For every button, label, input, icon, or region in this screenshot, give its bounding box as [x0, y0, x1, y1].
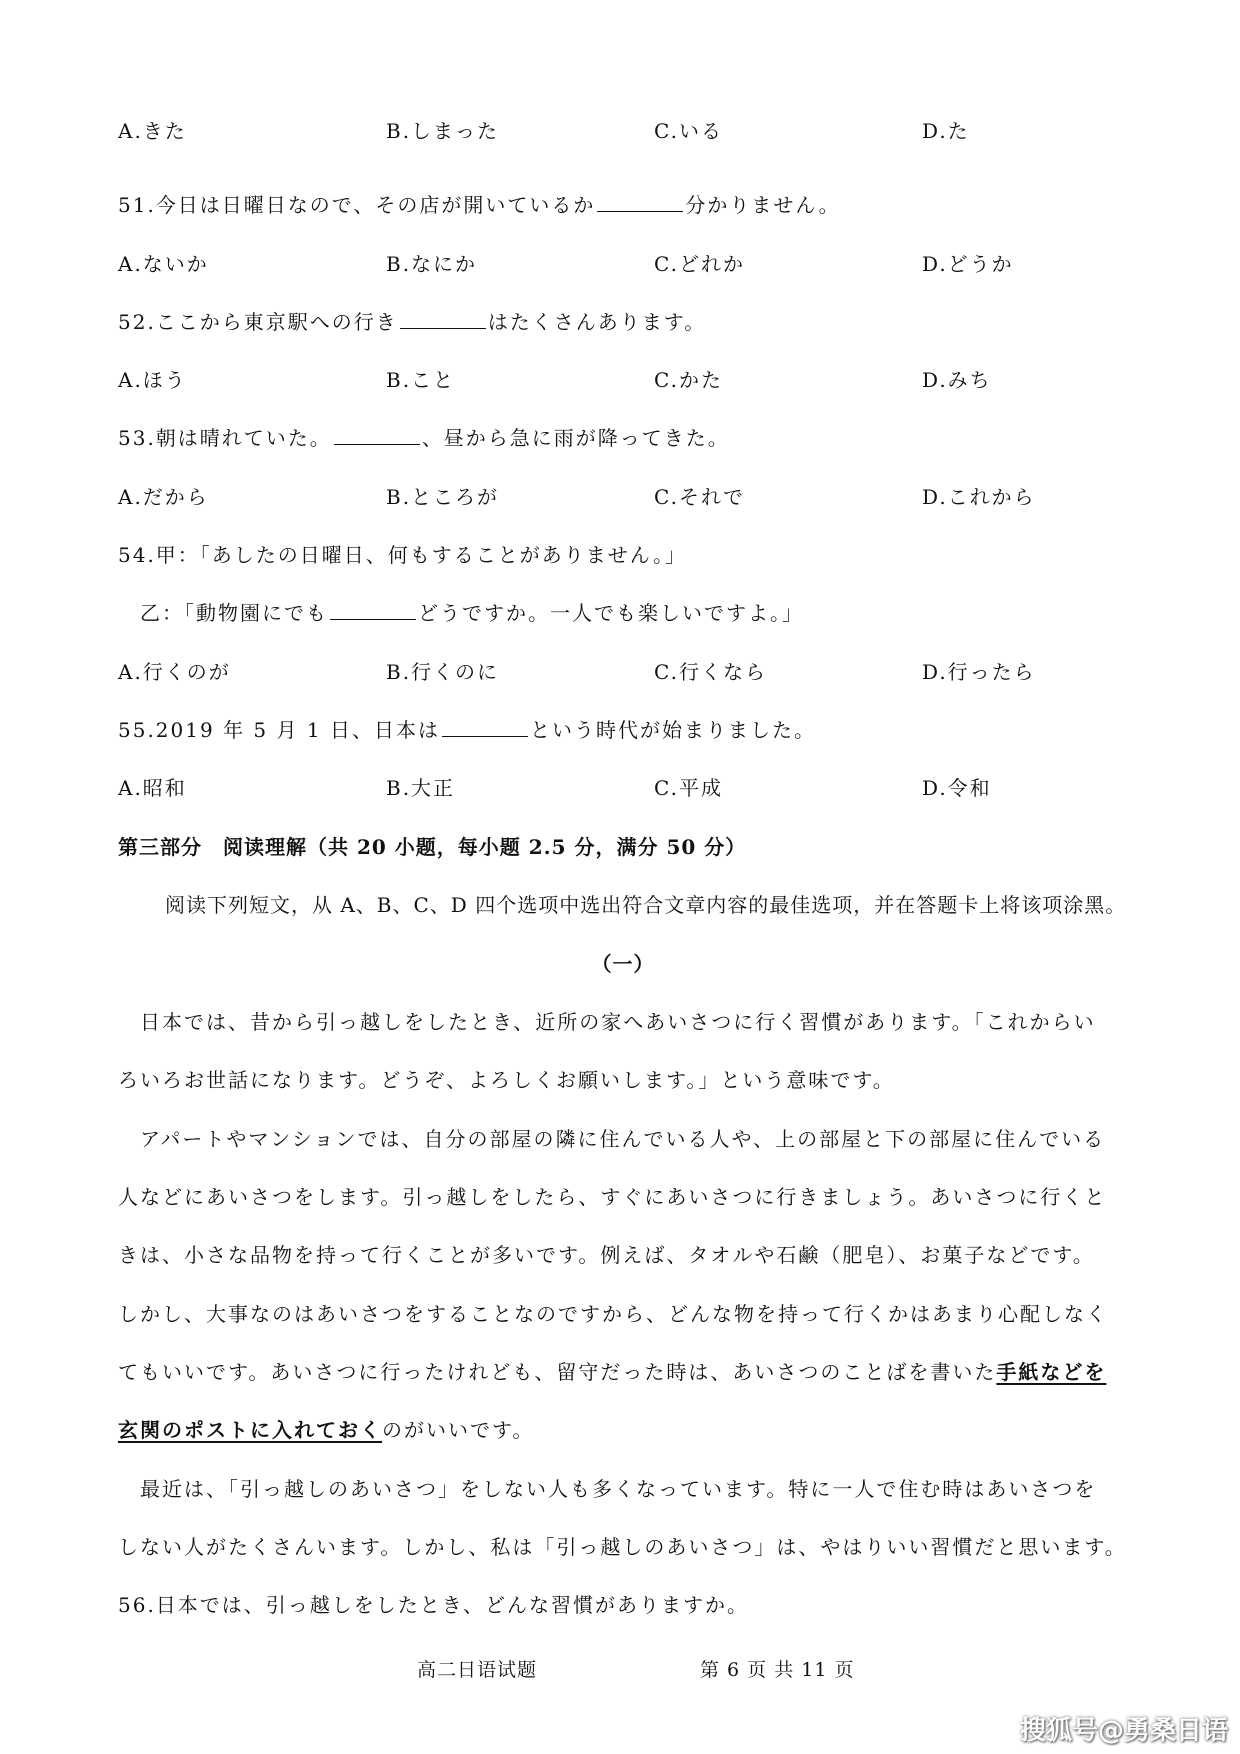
q53-option-d: D.これから [922, 485, 1036, 509]
q56-question: 56.日本では、引っ越しをしたとき、どんな習慣がありますか。 [118, 1593, 750, 1617]
passage-p2-line5-text: てもいいです。あいさつに行ったけれども、留守だった時は、あいさつのことばを書いた [118, 1360, 997, 1384]
q52-text-after: はたくさんあります。 [487, 310, 707, 334]
footer-page-number: 第 6 页 共 11 页 [700, 1659, 855, 1681]
q51-text-after: 分かりません。 [685, 193, 841, 217]
q52-text-before: 52.ここから東京駅への行き [118, 310, 398, 334]
q54-option-d: D.行ったら [922, 660, 1036, 684]
q50-option-b: B.しまった [386, 119, 500, 143]
q51-option-a: A.ないか [118, 252, 209, 276]
underlined-phrase-part2: 玄関のポストに入れておく [118, 1418, 382, 1442]
q50-option-a: A.きた [118, 119, 187, 143]
q53-options [118, 482, 1128, 512]
q55-option-d: D.令和 [922, 776, 992, 800]
q55-options [118, 773, 1128, 803]
q53-option-c: C.それで [654, 485, 745, 509]
q52-question [118, 307, 1128, 337]
q53-blank [334, 424, 420, 445]
q54-line-2 [140, 598, 1150, 628]
q50-option-d: D.た [922, 119, 970, 143]
passage-p2-line6 [118, 1415, 1128, 1445]
q55-blank [442, 716, 528, 737]
q55-text-after: という時代が始まりました。 [529, 718, 816, 742]
q53-text-after: 、昼から急に雨が降ってきた。 [421, 426, 730, 450]
q52-option-a: A.ほう [118, 368, 187, 392]
q54-option-b: B.行くのに [386, 660, 500, 684]
passage-p3-line1: 最近は、「引っ越しのあいさつ」をしない人も多くなっています。特に一人で住む時はあいさつを [140, 1477, 1097, 1501]
q51-option-b: B.なにか [386, 252, 478, 276]
passage-p2-line5 [118, 1357, 1128, 1387]
q55-text-before: 55.2019 年 5 月 1 日、日本は [118, 718, 440, 742]
passage-p2-line2: 人などにあいさつをします。引っ越しをしたら、すぐにあいさつに行きましょう。あいさつに行くと [118, 1185, 1107, 1209]
passage-p2-line4: しかし、大事なのはあいさつをすることなのですから、どんな物を持って行くかはあまり心配しなく [118, 1302, 1108, 1326]
passage-title: （一） [591, 952, 655, 976]
q54-text-after: どうですか。一人でも楽しいですよ。」 [418, 601, 804, 625]
q53-question [118, 423, 1128, 453]
q55-option-a: A.昭和 [118, 776, 187, 800]
q50-option-c: C.いる [654, 119, 723, 143]
q52-option-c: C.かた [654, 368, 723, 392]
passage-p1-line2: ろいろお世話になります。どうぞ、よろしくお願いします。」という意味です。 [118, 1068, 895, 1092]
q55-question [118, 715, 1128, 745]
q55-option-c: C.平成 [654, 776, 723, 800]
q51-options [118, 249, 1128, 279]
passage-p2-line6-text: のがいいです。 [382, 1418, 535, 1442]
q51-option-d: D.どうか [922, 252, 1014, 276]
q52-options [118, 365, 1128, 395]
q54-text-before: 乙：「動物園にでも [140, 601, 328, 625]
footer-subject: 高二日语试题 [417, 1659, 538, 1681]
q51-option-c: C.どれか [654, 252, 745, 276]
q52-option-d: D.みち [922, 368, 992, 392]
underlined-phrase-part1: 手紙などを [996, 1360, 1107, 1384]
q52-blank [400, 308, 486, 329]
passage-p2-line1: アパートやマンションでは、自分の部屋の隣に住んでいる人や、上の部屋と下の部屋に住んでいる [140, 1127, 1106, 1151]
q55-option-b: B.大正 [386, 776, 456, 800]
q54-option-c: C.行くなら [654, 660, 767, 684]
q54-blank [330, 599, 416, 620]
passage-p1-line1: 日本では、昔から引っ越しをしたとき、近所の家へあいさつに行く習慣があります。「これからい [140, 1010, 1096, 1034]
passage-p2-line3: きは、小さな品物を持って行くことが多いです。例えば、タオルや石鹸（肥皂）、お菓子などです。 [118, 1243, 1095, 1267]
q53-text-before: 53.朝は晴れていた。 [118, 426, 332, 450]
q50-options [118, 116, 1128, 146]
q51-text-before: 51.今日は日曜日なので、その店が開いているか [118, 193, 596, 217]
q53-option-a: A.だから [118, 485, 209, 509]
q51-blank [597, 191, 683, 212]
q51-question [118, 190, 1128, 220]
section3-instruction: 阅读下列短文，从 A、B、C、D 四个选项中选出符合文章内容的最佳选项，并在答题卡上将该项涂黑。 [165, 893, 1127, 917]
section3-heading: 第三部分 阅读理解（共 20 小题，每小题 2.5 分，满分 50 分） [118, 835, 747, 859]
q54-option-a: A.行くのが [118, 660, 231, 684]
q52-option-b: B.こと [386, 368, 456, 392]
q54-line-1: 54.甲：「あしたの日曜日、何もすることがありません。」 [118, 543, 688, 567]
q54-options [118, 657, 1128, 687]
watermark: 搜狐号@勇桑日语 [1020, 1716, 1229, 1746]
q53-option-b: B.ところが [386, 485, 500, 509]
passage-p3-line2: しない人がたくさんいます。しかし、私は「引っ越しのあいさつ」は、やはりいい習慣だと思います。 [118, 1535, 1127, 1559]
